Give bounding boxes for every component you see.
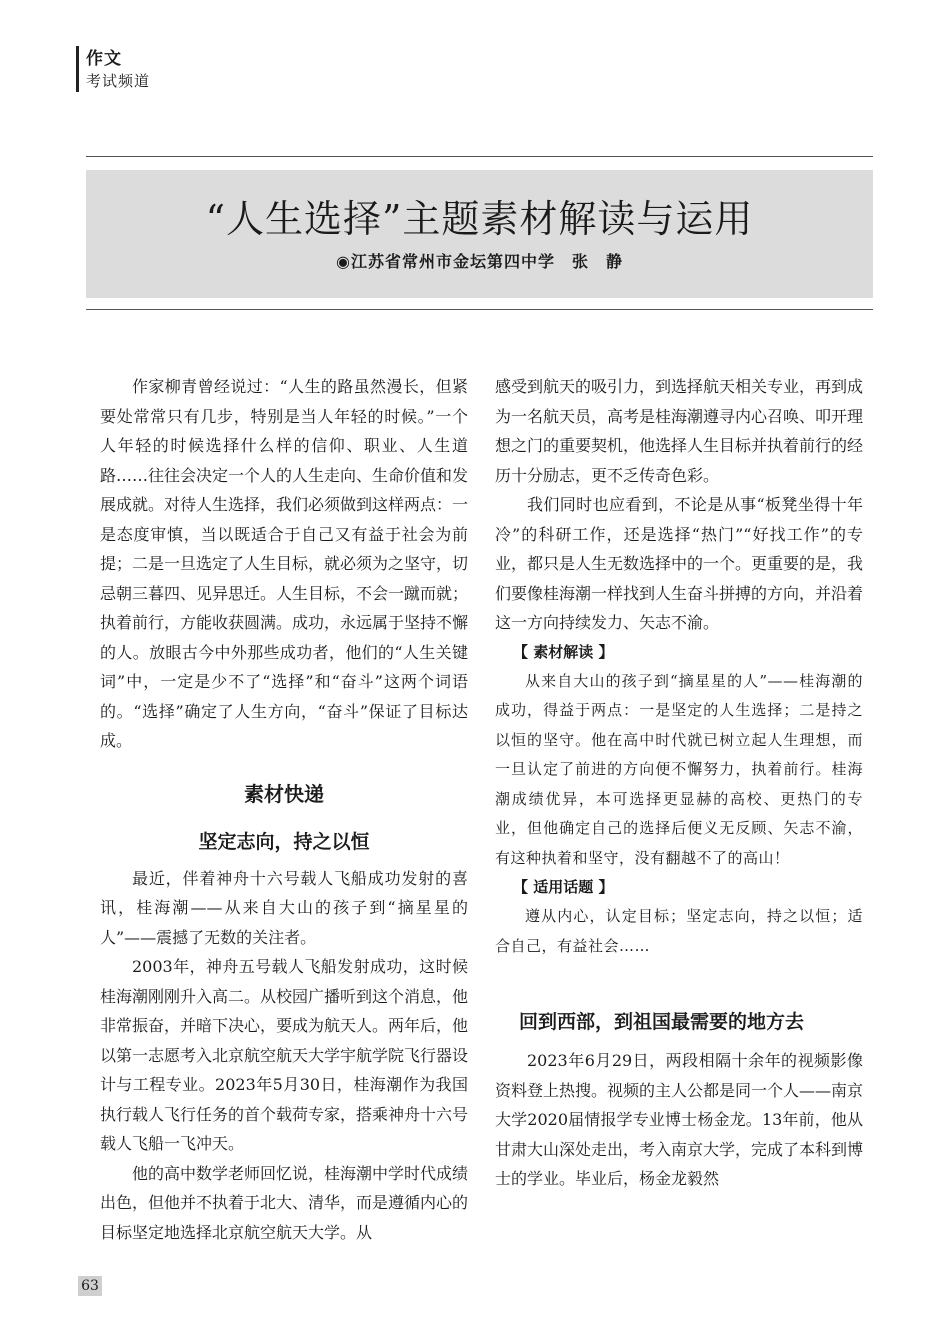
page-number: 63 (78, 1276, 102, 1296)
bottom-rule (86, 309, 873, 310)
paragraph: 我们同时也应看到，不论是从事“板凳坐得十年冷”的科研工作，还是选择“热门”“好找工作”的专业，都只是人生无数选择中的一个。更重要的是，我们要像桂海潮一样找到人生奋斗拼搏的方向，并沿着这一方向持续发力、矢志不渝。 (495, 495, 864, 632)
top-rule (86, 156, 873, 157)
header-subtitle: 考试频道 (86, 72, 151, 90)
title-box (86, 170, 873, 298)
paragraph: 感受到航天的吸引力，到选择航天相关专业，再到成为一名航天员，高考是桂海潮遵寻内心召唤、叩开理想之门的重要契机，他选择人生目标并执着前行的经历十分励志，更不乏传奇色彩。 (495, 377, 864, 485)
subsection-heading: 坚定志向，持之以恒 (198, 830, 370, 853)
paragraph: 他的高中数学老师回忆说，桂海潮中学时代成绩出色，但他并不执着于北大、清华，而是遵循内心的目标坚定地选择北京航空航天大学。从 (100, 1163, 469, 1242)
applicable-topics-tag: 【 适用话题 】 (513, 878, 614, 896)
header-category: 作文 (86, 49, 122, 69)
article-title: “人生选择”主题素材解读与运用 (205, 197, 754, 241)
right-column (495, 372, 863, 1194)
topics-paragraph: 遵从内心，认定目标；坚定志向，持之以恒；适合自己，有益社会…… (495, 907, 863, 955)
left-column (100, 372, 468, 1247)
section-heading: 素材快递 (244, 781, 324, 806)
paragraph: 2003年，神舟五号载人飞船发射成功，这时候桂海潮刚刚升入高二。从校园广播听到这个消息，他非常振奋，并暗下决心，要成为航天人。两年后，他以第一志愿考入北京航空航天大学宇航学院飞行器设计与工程专业。2023年5月30日，桂海潮作为我国执行载人飞行任务的首个载荷专家，搭乘神舟十六号载人飞船一飞冲天。 (100, 957, 469, 1153)
header-bar (76, 46, 79, 92)
subsection-heading: 回到西部，到祖国最需要的地方去 (519, 1011, 805, 1033)
paragraph: 2023年6月29日，两段相隔十余年的视频影像资料登上热搜。视频的主人公都是同一个人——南京大学2020届情报学专业博士杨金龙。13年前，他从甘肃大山深处走出，考入南京大学，完成了本科到博士的学业。毕业后，杨金龙毅然 (495, 1051, 864, 1188)
paragraph: 最近，伴着神舟十六号载人飞船成功发射的喜讯，桂海潮——从来自大山的孩子到“摘星星的人”——震撼了无数的关注者。 (100, 868, 468, 947)
intro-paragraph: 作家柳青曾经说过：“人生的路虽然漫长，但紧要处常常只有几步，特别是当人年轻的时候。”一个人年轻的时候选择什么样的信仰、职业、人生道路……往往会决定一个人的人生走向、生命价值和发展成就。对待人生选择，我们必须做到这样两点：一是态度审慎，当以既适合于自己又有益于社会为前提；二是一旦选定了人生目标，就必须为之坚守，切忌朝三暮四、见异思迁。人生目标，不会一蹴而就；执着前行，方能收获圆满。成功，永远属于坚持不懈的人。放眼古今中外那些成功者，他们的“人生关键词”中，一定是少不了“选择”和“奋斗”这两个词语的。“选择”确定了人生方向，“奋斗”保证了目标达成。 (100, 377, 469, 750)
material-analysis-tag: 【 素材解读 】 (513, 642, 614, 661)
byline: ◉江苏省常州市金坛第四中学 张 静 (336, 252, 623, 271)
analysis-paragraph: 从来自大山的孩子到“摘星星的人”——桂海潮的成功，得益于两点：一是坚定的人生选择；二是持之以恒的坚守。他在高中时代就已树立起人生理想，而一旦认定了前进的方向便不懈努力，执着前行。桂海潮成绩优异，本可选择更显赫的高校、更热门的专业，但他确定自己的选择后便义无反顾、矢志不渝，有这种执着和坚守，没有翻越不了的高山！ (495, 671, 863, 867)
